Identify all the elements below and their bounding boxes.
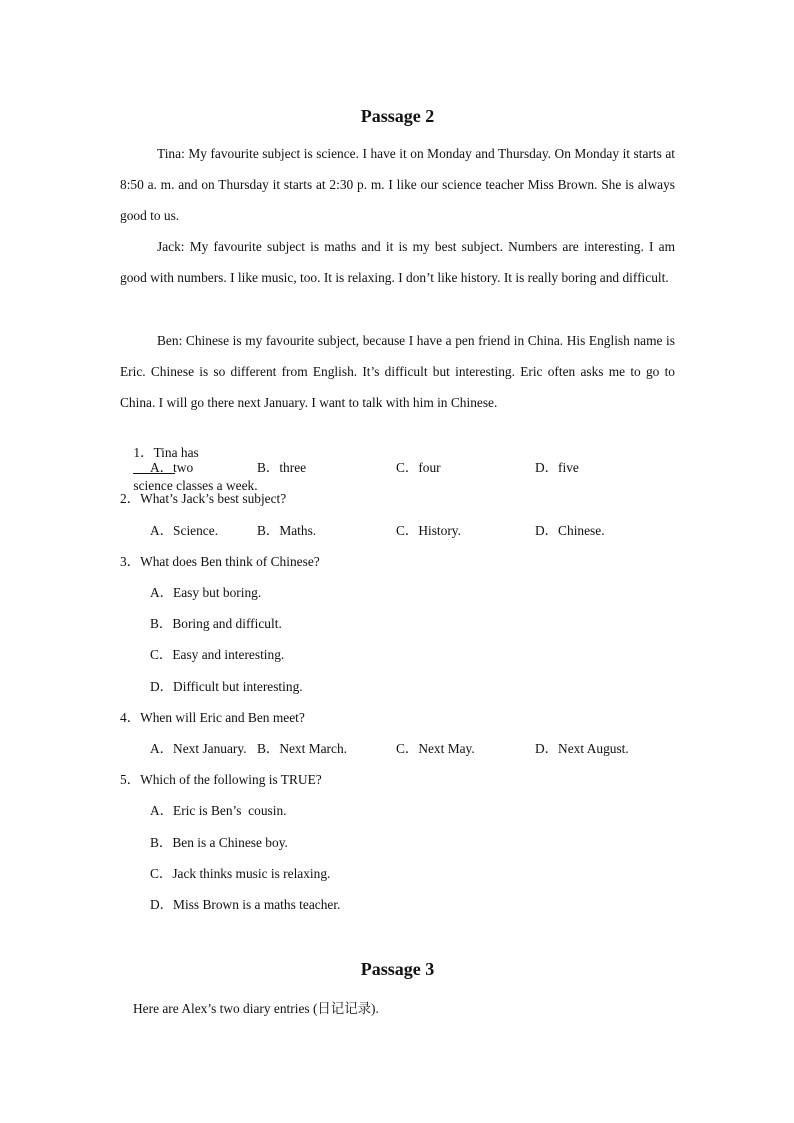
question-2-option-c: C．History. [396,523,461,538]
question-5-option-b: B．Ben is a Chinese boy. [150,835,288,850]
question-3-stem: 3．What does Ben think of Chinese? [120,554,320,569]
question-5-option-d: D．Miss Brown is a maths teacher. [150,897,341,912]
paragraph-jack: Jack: My favourite subject is maths and it is my best subject. Numbers are interesting. I am good with numbers. I like music, too. It is relaxing. I don’t like history. It is really boring and difficult. [120,239,675,286]
paragraph-tina: Tina: My favourite subject is science. I have it on Monday and Thursday. On Monday it starts at 8:50 a. m. and on Thursday it starts at 2:30 p. m. I like our science teacher Miss Brown. She is always good to us. [120,146,675,224]
question-3-option-d: D．Difficult but interesting. [150,679,303,694]
question-1-option-b: B．three [257,460,307,475]
question-3-option-b: B．Boring and difficult. [150,616,282,631]
question-4-option-b: B．Next March. [257,741,347,756]
document-page [120,0,675,1123]
passage-2-title: Passage 2 [360,106,435,126]
question-2-option-b: B．Maths. [257,523,317,538]
question-4-stem: 4．When will Eric and Ben meet? [120,710,305,725]
question-4-option-c: C．Next May. [396,741,475,756]
passage-3-title: Passage 3 [360,959,435,979]
question-5-stem: 5．Which of the following is TRUE? [120,772,322,787]
paragraph-ben: Ben: Chinese is my favourite subject, because I have a pen friend in China. His English name is Eric. Chinese is so different from English. It’s difficult but interesting. Eric often asks me to go to China. I will go there next January. I want to talk with him in Chinese. [120,333,675,411]
question-1-option-a: A．two [150,460,194,475]
question-4-option-d: D．Next August. [535,741,629,756]
question-5-option-a: A．Eric is Ben’s cousin. [150,803,287,818]
question-1-stem-end: science classes a week. [133,478,258,493]
question-4-option-a: A．Next January. [150,741,247,756]
question-1-stem-start: 1．Tina has [133,445,199,460]
question-3-option-c: C．Easy and interesting. [150,647,285,662]
question-2-option-a: A．Science. [150,523,219,538]
question-2-stem: 2．What’s Jack’s best subject? [120,491,287,506]
question-2-option-d: D．Chinese. [535,523,605,538]
question-1-option-d: D．five [535,460,579,475]
question-1-option-c: C．four [396,460,441,475]
passage-3-intro: Here are Alex’s two diary entries (日记记录). [133,1001,379,1016]
question-3-option-a: A．Easy but boring. [150,585,262,600]
question-5-option-c: C．Jack thinks music is relaxing. [150,866,331,881]
